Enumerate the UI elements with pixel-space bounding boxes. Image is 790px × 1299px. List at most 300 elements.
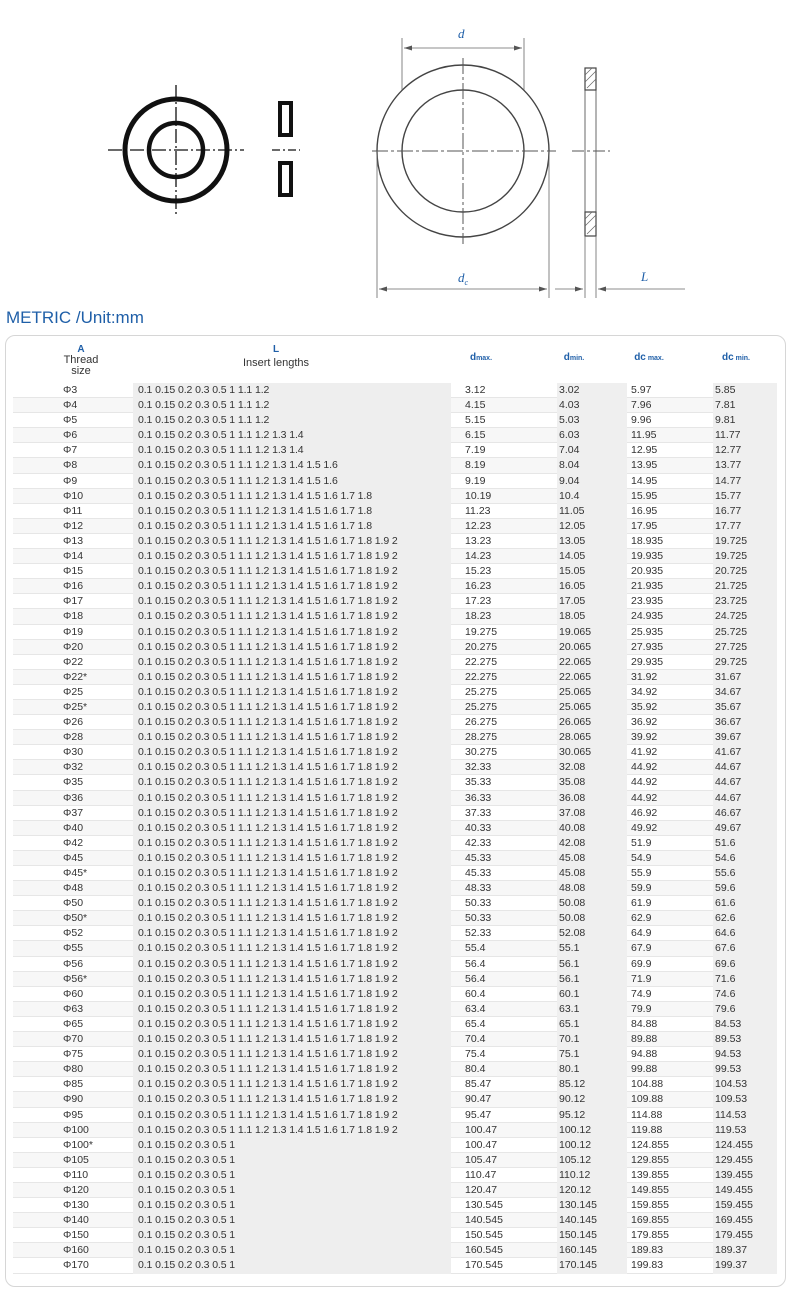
cell-d-max: 30.275 [465,746,498,759]
cell-dc-min: 149.455 [713,1183,777,1198]
cell-dc-max: 149.855 [631,1183,669,1196]
cell-d-min: 22.065 [557,655,627,670]
table-row [13,911,777,926]
cell-d-min: 140.145 [557,1213,627,1228]
cell-thread-size: Φ90 [63,1093,84,1106]
cell-dc-max: 71.9 [631,972,652,985]
cell-dc-max: 64.9 [631,927,652,940]
header-d-min-label: d [563,352,570,363]
cell-d-max: 40.33 [465,821,492,834]
cell-dc-min: 199.37 [713,1258,777,1273]
cell-d-min: 35.08 [557,775,627,790]
cell-dc-min: 59.6 [713,881,777,896]
cell-d-max: 35.33 [465,776,492,789]
cell-d-min: 3.02 [557,383,627,398]
cell-d-min: 6.03 [557,428,627,443]
header-l-sub: Insert lengths [242,357,310,369]
cell-insert-lengths: 0.1 0.15 0.2 0.3 0.5 1 1.1 1.2 1.3 1.4 1.5 1.6 1.7 1.8 1.9 2 [133,1002,451,1017]
table-row [13,745,777,760]
header-a-label: A [77,344,85,355]
cell-insert-lengths: 0.1 0.15 0.2 0.3 0.5 1 1.1 1.2 [133,383,451,398]
cell-thread-size: Φ18 [63,610,84,623]
cell-d-max: 170.545 [465,1259,503,1272]
cell-thread-size: Φ12 [63,519,84,532]
table-row [13,504,777,519]
cell-dc-min: 169.455 [713,1213,777,1228]
cell-dc-max: 94.88 [631,1048,658,1061]
cell-d-max: 26.275 [465,716,498,729]
cell-dc-max: 79.9 [631,1002,652,1015]
table-row [13,821,777,836]
cell-insert-lengths: 0.1 0.15 0.2 0.3 0.5 1 1.1 1.2 1.3 1.4 1.5 1.6 1.7 1.8 1.9 2 [133,730,451,745]
cell-thread-size: Φ20 [63,640,84,653]
cell-dc-max: 119.88 [631,1123,663,1136]
cell-dc-min: 94.53 [713,1047,777,1062]
cell-d-max: 10.19 [465,489,492,502]
cell-thread-size: Φ22* [63,670,88,683]
cell-dc-min: 21.725 [713,579,777,594]
cell-insert-lengths: 0.1 0.15 0.2 0.3 0.5 1 1.1 1.2 1.3 1.4 1.5 1.6 1.7 1.8 1.9 2 [133,1123,451,1138]
cell-d-max: 7.19 [465,444,486,457]
cell-dc-min: 99.53 [713,1062,777,1077]
cell-d-max: 45.33 [465,867,492,879]
cell-thread-size: Φ120 [63,1183,89,1196]
cell-d-min: 19.065 [557,625,627,640]
cell-dc-min: 109.53 [713,1092,777,1107]
cell-thread-size: Φ5 [63,414,78,427]
cell-insert-lengths: 0.1 0.15 0.2 0.3 0.5 1 1.1 1.2 1.3 1.4 1.5 1.6 1.7 1.8 1.9 2 [133,760,451,775]
cell-thread-size: Φ75 [63,1048,84,1061]
cell-dc-min: 179.455 [713,1228,777,1243]
cell-dc-min: 24.725 [713,609,777,624]
cell-dc-min: 89.53 [713,1032,777,1047]
cell-dc-max: 18.935 [631,534,664,547]
dim-label-d: d [458,26,465,41]
cell-dc-min: 29.725 [713,655,777,670]
table-row [13,489,777,504]
cell-d-max: 55.4 [465,942,486,955]
table-row [13,1198,777,1213]
cell-dc-max: 51.9 [631,836,652,849]
cell-d-min: 60.1 [557,987,627,1002]
cell-thread-size: Φ14 [63,550,84,563]
table-row [13,1153,777,1168]
cell-d-min: 160.145 [557,1243,627,1258]
cell-d-max: 14.23 [465,550,492,563]
cell-d-max: 28.275 [465,731,498,744]
cell-insert-lengths: 0.1 0.15 0.2 0.3 0.5 1 1.1 1.2 1.3 1.4 1.5 1.6 1.7 1.8 1.9 2 [133,625,451,640]
header-dc-min-label: dc [721,352,734,363]
cell-insert-lengths: 0.1 0.15 0.2 0.3 0.5 1 1.1 1.2 1.3 1.4 1.5 1.6 1.7 1.8 1.9 2 [133,836,451,851]
cell-thread-size: Φ28 [63,731,84,744]
cell-thread-size: Φ32 [63,761,84,774]
cell-d-min: 20.065 [557,640,627,655]
cell-insert-lengths: 0.1 0.15 0.2 0.3 0.5 1 1.1 1.2 1.3 1.4 1.5 1.6 1.7 1.8 1.9 2 [133,926,451,941]
cell-d-max: 13.23 [465,534,492,547]
cell-dc-min: 189.37 [713,1243,777,1258]
cell-dc-min: 25.725 [713,625,777,640]
cell-dc-min: 5.85 [713,383,777,398]
cell-insert-lengths: 0.1 0.15 0.2 0.3 0.5 1 1.1 1.2 1.3 1.4 1.5 1.6 1.7 1.8 1.9 2 [133,821,451,836]
cell-insert-lengths: 0.1 0.15 0.2 0.3 0.5 1 1.1 1.2 1.3 1.4 1.5 1.6 1.7 1.8 1.9 2 [133,594,451,609]
cell-dc-min: 35.67 [713,700,777,715]
cell-thread-size: Φ8 [63,459,78,472]
large-washer-side-view [555,68,685,298]
cell-dc-min: 15.77 [713,489,777,504]
cell-dc-min: 79.6 [713,1002,777,1017]
cell-d-max: 25.275 [465,700,498,713]
cell-d-min: 45.08 [557,851,627,866]
cell-dc-max: 189.83 [631,1244,664,1257]
cell-dc-min: 39.67 [713,730,777,745]
cell-d-min: 65.1 [557,1017,627,1032]
cell-dc-min: 36.67 [713,715,777,730]
table-row [13,1213,777,1228]
cell-d-min: 50.08 [557,896,627,911]
cell-dc-max: 59.9 [631,882,652,895]
cell-dc-max: 44.92 [631,761,658,774]
table-row [13,775,777,790]
cell-thread-size: Φ17 [63,595,84,608]
cell-d-min: 28.065 [557,730,627,745]
cell-dc-min: 62.6 [713,911,777,926]
cell-d-max: 5.15 [465,414,486,427]
cell-insert-lengths: 0.1 0.15 0.2 0.3 0.5 1 1.1 1.2 1.3 1.4 1.5 1.6 1.7 1.8 [133,489,451,504]
cell-d-max: 42.33 [465,836,492,849]
cell-d-min: 11.05 [557,504,627,519]
cell-insert-lengths: 0.1 0.15 0.2 0.3 0.5 1 1.1 1.2 1.3 1.4 1.5 1.6 1.7 1.8 1.9 2 [133,579,451,594]
table-row [13,926,777,941]
cell-d-min: 150.145 [557,1228,627,1243]
cell-thread-size: Φ7 [63,444,78,457]
cell-thread-size: Φ10 [63,489,84,502]
cell-d-max: 52.33 [465,927,492,940]
cell-dc-max: 84.88 [631,1017,658,1030]
cell-insert-lengths: 0.1 0.15 0.2 0.3 0.5 1 1.1 1.2 1.3 1.4 1.5 1.6 [133,458,451,473]
table-row [13,1047,777,1062]
cell-insert-lengths: 0.1 0.15 0.2 0.3 0.5 1 1.1 1.2 1.3 1.4 1.5 1.6 1.7 1.8 1.9 2 [133,791,451,806]
cell-d-min: 18.05 [557,609,627,624]
table-row [13,881,777,896]
cell-d-max: 75.4 [465,1048,486,1061]
table-row [13,625,777,640]
cell-insert-lengths: 0.1 0.15 0.2 0.3 0.5 1 [133,1243,451,1258]
cell-dc-min: 44.67 [713,760,777,775]
cell-insert-lengths: 0.1 0.15 0.2 0.3 0.5 1 1.1 1.2 1.3 1.4 1.5 1.6 1.7 1.8 1.9 2 [133,866,451,881]
cell-d-min: 17.05 [557,594,627,609]
washer-technical-drawing [0,0,790,305]
cell-dc-min: 11.77 [713,428,777,443]
cell-d-max: 36.33 [465,791,492,804]
cell-d-max: 50.33 [465,912,492,925]
cell-insert-lengths: 0.1 0.15 0.2 0.3 0.5 1 [133,1258,451,1273]
cell-d-max: 63.4 [465,1002,486,1015]
cell-dc-min: 69.6 [713,957,777,972]
cell-d-max: 80.4 [465,1063,486,1076]
cell-dc-min: 31.67 [713,670,777,685]
cell-insert-lengths: 0.1 0.15 0.2 0.3 0.5 1 1.1 1.2 1.3 1.4 1.5 1.6 1.7 1.8 1.9 2 [133,1092,451,1107]
cell-thread-size: Φ45* [63,867,88,879]
table-row [13,1243,777,1258]
cell-d-min: 14.05 [557,549,627,564]
cell-d-max: 48.33 [465,882,492,895]
small-washer-side-view [272,103,300,195]
cell-dc-max: 13.95 [631,459,658,472]
table-row [13,579,777,594]
cell-dc-min: 159.455 [713,1198,777,1213]
cell-d-max: 22.275 [465,670,498,683]
cell-d-max: 85.47 [465,1078,492,1091]
cell-thread-size: Φ37 [63,806,84,819]
cell-dc-min: 49.67 [713,821,777,836]
cell-dc-max: 25.935 [631,625,664,638]
cell-insert-lengths: 0.1 0.15 0.2 0.3 0.5 1 1.1 1.2 1.3 1.4 [133,443,451,458]
cell-dc-max: 44.92 [631,791,658,804]
cell-dc-max: 14.95 [631,474,658,487]
cell-dc-max: 46.92 [631,806,658,819]
cell-d-max: 120.47 [465,1183,498,1196]
table-row [13,1002,777,1017]
cell-insert-lengths: 0.1 0.15 0.2 0.3 0.5 1 1.1 1.2 1.3 1.4 1.5 1.6 1.7 1.8 1.9 2 [133,911,451,926]
cell-thread-size: Φ55 [63,942,84,955]
table-row [13,670,777,685]
cell-dc-min: 114.53 [713,1108,777,1123]
cell-dc-min: 14.77 [713,474,777,489]
table-row [13,1123,777,1138]
cell-insert-lengths: 0.1 0.15 0.2 0.3 0.5 1 1.1 1.2 1.3 1.4 1.5 1.6 1.7 1.8 1.9 2 [133,775,451,790]
cell-d-min: 110.12 [557,1168,627,1183]
cell-dc-max: 34.92 [631,685,658,698]
cell-dc-max: 139.855 [631,1168,669,1181]
cell-dc-max: 124.855 [631,1138,669,1151]
cell-thread-size: Φ6 [63,429,78,442]
cell-dc-max: 55.9 [631,867,652,879]
cell-thread-size: Φ160 [63,1244,89,1257]
cell-dc-max: 129.855 [631,1153,669,1166]
table-row [13,957,777,972]
table-row [13,398,777,413]
metric-spec-table [5,335,786,1287]
cell-thread-size: Φ100 [63,1123,89,1136]
cell-thread-size: Φ26 [63,716,84,729]
cell-dc-max: 23.935 [631,595,664,608]
cell-thread-size: Φ11 [63,504,83,517]
cell-d-min: 48.08 [557,881,627,896]
table-row [13,1017,777,1032]
cell-d-max: 50.33 [465,897,492,910]
cell-dc-max: 49.92 [631,821,658,834]
table-row [13,806,777,821]
cell-thread-size: Φ4 [63,399,78,412]
cell-d-max: 25.275 [465,685,498,698]
cell-d-min: 36.08 [557,791,627,806]
table-row [13,791,777,806]
cell-d-min: 170.145 [557,1258,627,1273]
cell-insert-lengths: 0.1 0.15 0.2 0.3 0.5 1 [133,1228,451,1243]
cell-insert-lengths: 0.1 0.15 0.2 0.3 0.5 1 1.1 1.2 1.3 1.4 [133,428,451,443]
cell-insert-lengths: 0.1 0.15 0.2 0.3 0.5 1 1.1 1.2 1.3 1.4 1.5 1.6 1.7 1.8 1.9 2 [133,1047,451,1062]
cell-dc-min: 64.6 [713,926,777,941]
cell-d-min: 7.04 [557,443,627,458]
cell-thread-size: Φ130 [63,1199,89,1212]
large-washer-front-view [372,38,556,298]
small-washer-front-view [108,85,244,215]
cell-dc-min: 119.53 [713,1123,777,1138]
cell-d-max: 18.23 [465,610,492,623]
cell-dc-min: 71.6 [713,972,777,987]
cell-thread-size: Φ25* [63,700,88,713]
cell-insert-lengths: 0.1 0.15 0.2 0.3 0.5 1 1.1 1.2 1.3 1.4 1.5 1.6 1.7 1.8 1.9 2 [133,881,451,896]
cell-insert-lengths: 0.1 0.15 0.2 0.3 0.5 1 1.1 1.2 1.3 1.4 1.5 1.6 1.7 1.8 1.9 2 [133,987,451,1002]
cell-insert-lengths: 0.1 0.15 0.2 0.3 0.5 1 [133,1168,451,1183]
header-insert-lengths [226,344,326,369]
cell-dc-min: 104.53 [713,1077,777,1092]
cell-d-min: 30.065 [557,745,627,760]
cell-thread-size: Φ95 [63,1108,84,1121]
cell-d-max: 95.47 [465,1108,492,1121]
cell-insert-lengths: 0.1 0.15 0.2 0.3 0.5 1 [133,1198,451,1213]
cell-dc-min: 51.6 [713,836,777,851]
cell-dc-min: 84.53 [713,1017,777,1032]
cell-d-min: 120.12 [557,1183,627,1198]
cell-d-min: 56.1 [557,972,627,987]
table-row [13,519,777,534]
cell-d-min: 13.05 [557,534,627,549]
cell-d-min: 105.12 [557,1153,627,1168]
cell-d-max: 90.47 [465,1093,492,1106]
cell-dc-max: 21.935 [631,580,664,593]
cell-insert-lengths: 0.1 0.15 0.2 0.3 0.5 1 1.1 1.2 1.3 1.4 1.5 1.6 1.7 1.8 1.9 2 [133,609,451,624]
cell-insert-lengths: 0.1 0.15 0.2 0.3 0.5 1 1.1 1.2 [133,398,451,413]
table-row [13,730,777,745]
table-row [13,1062,777,1077]
cell-dc-min: 23.725 [713,594,777,609]
cell-d-max: 37.33 [465,806,492,819]
cell-dc-min: 19.725 [713,534,777,549]
cell-d-min: 45.08 [557,866,627,881]
cell-thread-size: Φ36 [63,791,84,804]
table-row [13,458,777,473]
cell-thread-size: Φ3 [63,384,78,396]
cell-dc-min: 12.77 [713,443,777,458]
cell-d-max: 150.545 [465,1229,503,1242]
cell-thread-size: Φ63 [63,1002,84,1015]
table-row [13,474,777,489]
cell-dc-min: 27.725 [713,640,777,655]
cell-insert-lengths: 0.1 0.15 0.2 0.3 0.5 1 1.1 1.2 1.3 1.4 1.5 1.6 1.7 1.8 1.9 2 [133,685,451,700]
header-dc-max-sub: max. [645,355,664,362]
cell-insert-lengths: 0.1 0.15 0.2 0.3 0.5 1 1.1 1.2 1.3 1.4 1.5 1.6 1.7 1.8 1.9 2 [133,655,451,670]
cell-thread-size: Φ110 [63,1168,89,1181]
cell-dc-max: 16.95 [631,504,658,517]
cell-d-min: 16.05 [557,579,627,594]
cell-dc-max: 5.97 [631,384,652,396]
cell-insert-lengths: 0.1 0.15 0.2 0.3 0.5 1 [133,1213,451,1228]
cell-d-max: 9.19 [465,474,486,487]
cell-thread-size: Φ100* [63,1138,93,1151]
cell-dc-max: 44.92 [631,776,658,789]
cell-insert-lengths: 0.1 0.15 0.2 0.3 0.5 1 1.1 1.2 1.3 1.4 1.5 1.6 1.7 1.8 [133,504,451,519]
cell-d-max: 56.4 [465,972,486,985]
cell-d-max: 6.15 [465,429,486,442]
cell-insert-lengths: 0.1 0.15 0.2 0.3 0.5 1 1.1 1.2 1.3 1.4 1.5 1.6 1.7 1.8 1.9 2 [133,972,451,987]
cell-insert-lengths: 0.1 0.15 0.2 0.3 0.5 1 1.1 1.2 1.3 1.4 1.5 1.6 1.7 1.8 1.9 2 [133,549,451,564]
cell-thread-size: Φ56 [63,957,84,970]
cell-d-min: 37.08 [557,806,627,821]
cell-dc-max: 54.9 [631,851,652,864]
table-row [13,1138,777,1153]
cell-d-min: 12.05 [557,519,627,534]
cell-d-min: 8.04 [557,458,627,473]
dim-label-L: L [641,269,649,284]
cell-insert-lengths: 0.1 0.15 0.2 0.3 0.5 1 1.1 1.2 1.3 1.4 1.5 1.6 1.7 1.8 1.9 2 [133,564,451,579]
cell-thread-size: Φ52 [63,927,84,940]
cell-dc-max: 31.92 [631,670,658,683]
table-row [13,715,777,730]
cell-d-min: 75.1 [557,1047,627,1062]
cell-insert-lengths: 0.1 0.15 0.2 0.3 0.5 1 1.1 1.2 1.3 1.4 1.5 1.6 1.7 1.8 1.9 2 [133,1017,451,1032]
cell-d-min: 100.12 [557,1123,627,1138]
cell-d-min: 50.08 [557,911,627,926]
table-row [13,383,777,398]
cell-dc-min: 55.6 [713,866,777,881]
cell-insert-lengths: 0.1 0.15 0.2 0.3 0.5 1 1.1 1.2 1.3 1.4 1.5 1.6 1.7 1.8 1.9 2 [133,640,451,655]
cell-thread-size: Φ80 [63,1063,84,1076]
cell-dc-max: 35.92 [631,700,658,713]
cell-d-max: 60.4 [465,987,486,1000]
table-row [13,640,777,655]
section-title: METRIC /Unit:mm [6,308,144,327]
cell-insert-lengths: 0.1 0.15 0.2 0.3 0.5 1 1.1 1.2 1.3 1.4 1.5 1.6 1.7 1.8 1.9 2 [133,670,451,685]
cell-d-min: 25.065 [557,685,627,700]
cell-insert-lengths: 0.1 0.15 0.2 0.3 0.5 1 1.1 1.2 1.3 1.4 1.5 1.6 1.7 1.8 1.9 2 [133,700,451,715]
table-row [13,1183,777,1198]
table-row [13,534,777,549]
cell-dc-min: 67.6 [713,941,777,956]
cell-thread-size: Φ170 [63,1259,89,1272]
cell-d-max: 160.545 [465,1244,503,1257]
table-row [13,549,777,564]
table-row [13,1077,777,1092]
cell-d-max: 130.545 [465,1199,503,1212]
cell-dc-min: 41.67 [713,745,777,760]
cell-dc-min: 129.455 [713,1153,777,1168]
cell-dc-min: 17.77 [713,519,777,534]
cell-dc-max: 104.88 [631,1078,664,1091]
header-dc-max [629,352,669,363]
cell-d-max: 20.275 [465,640,498,653]
cell-thread-size: Φ105 [63,1153,89,1166]
cell-d-min: 56.1 [557,957,627,972]
cell-thread-size: Φ35 [63,776,84,789]
cell-dc-max: 29.935 [631,655,664,668]
cell-d-min: 26.065 [557,715,627,730]
cell-d-min: 10.4 [557,489,627,504]
cell-d-max: 65.4 [465,1017,486,1030]
table-row [13,941,777,956]
cell-dc-max: 159.855 [631,1199,669,1212]
cell-d-min: 22.065 [557,670,627,685]
cell-thread-size: Φ16 [63,580,84,593]
table-header [6,336,785,382]
cell-dc-max: 15.95 [631,489,658,502]
cell-thread-size: Φ9 [63,474,78,487]
cell-insert-lengths: 0.1 0.15 0.2 0.3 0.5 1 1.1 1.2 1.3 1.4 1.5 1.6 1.7 1.8 1.9 2 [133,1108,451,1123]
header-a-sub1: Thread [63,354,99,366]
cell-insert-lengths: 0.1 0.15 0.2 0.3 0.5 1 1.1 1.2 1.3 1.4 1.5 1.6 1.7 1.8 1.9 2 [133,745,451,760]
cell-d-max: 110.47 [465,1168,497,1181]
cell-d-min: 15.05 [557,564,627,579]
